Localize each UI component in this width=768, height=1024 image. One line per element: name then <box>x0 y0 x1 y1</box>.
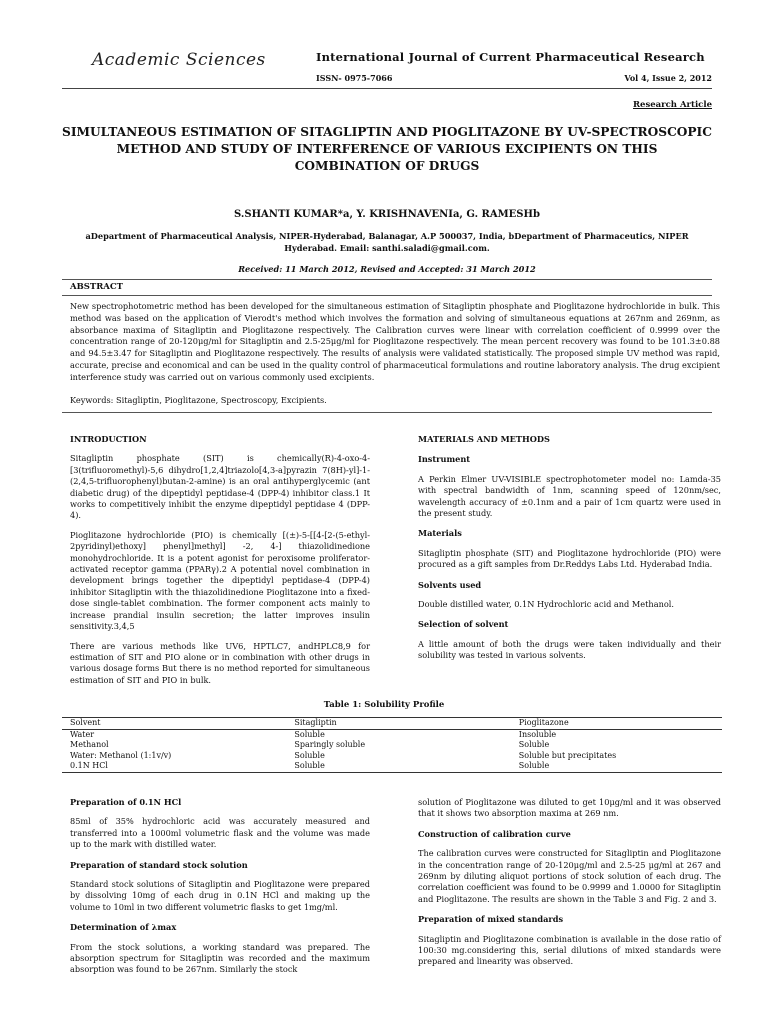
materials-methods-heading: MATERIALS AND METHODS <box>418 434 550 444</box>
solvents-text: Double distilled water, 0.1N Hydrochloric acid and Methanol. <box>418 599 675 610</box>
table-cell: Soluble <box>294 750 325 760</box>
table-cell: 0.1N HCl <box>62 761 286 772</box>
solvents-heading: Solvents used <box>418 579 482 590</box>
instrument-text: A Perkin Elmer UV-VISIBLE spectrophotometer model no: Lamda-35 with spectral bandwidth of 1nm, scanning speed of 120nm/sec, wavelength accuracy of ±0.1nm and a pair of 1cm quartz were used in the present study. <box>418 473 721 519</box>
left-column-lower <box>70 797 370 976</box>
pioglitazone-continuation: solution of Pioglitazone was diluted to get 10μg/ml and it was observed that it shows two absorption maxima at 269 nm. <box>418 797 721 819</box>
solvent-selection-heading: Selection of solvent <box>418 619 509 630</box>
stock-solution-heading: Preparation of standard stock solution <box>70 859 248 870</box>
table-cell: Soluble <box>518 740 550 749</box>
table-cell: Soluble <box>294 729 325 739</box>
prep-hcl-text: 85ml of 35% hydrochloric acid was accurately measured and transferred into a 1000ml volumetric flask and the volume was made up to the mark with distilled water. <box>70 816 370 850</box>
table-cell: Water: Methanol (1:1v/v) <box>70 750 172 760</box>
materials-text: Sitagliptin phosphate (SIT) and Pioglitazone hydrochloride (PIO) were procured as a gift samples from Dr.Reddys Labs Ltd. Hyderabad India. <box>418 547 721 570</box>
abstract-text: New spectrophotometric method has been developed for the simultaneous estimation of Sitagliptin phosphate and Pioglitazone hydrochloride in bulk. This method was based on the application of Vierodt's method which involves the formation and solving of simultaneous equations at 267nm and 269nm, as absorbance maxima of Sitagliptin and Pioglitazone respectively. The Calibration curves were linear with correlation coefficient of 0.9999 over the concentration range of 20-120μg/ml for Sitagliptin and 2.5-25μg/ml for Pioglitazone respectively. The mean percent recovery was found to be 101.3±0.88 and 94.5±3.47 for Sitagliptin and Pioglitazone respectively. The results of analysis were validated statistically. The proposed simple UV method was rapid, accurate, precise and economical and can be used in the quality control of pharmaceutical formulations and routine laboratory analysis. The drug excipient interference study was carried out on various commonly used excipients. <box>70 301 720 382</box>
received-dates: Received: 11 March 2012, Revised and Accepted: 31 March 2012 <box>238 264 536 274</box>
stock-solution-text: Standard stock solutions of Sitagliptin and Pioglitazone were prepared by dissolving 10mg of each drug in 0.1N HCl and making up the volume to 10ml in two different volumetric flasks to get 1mg/ml. <box>70 879 370 912</box>
paper-title: SIMULTANEOUS ESTIMATION OF SITAGLIPTIN AND PIOGLITAZONE BY UV-SPECTROSCOPIC METHOD AND STUDY OF INTERFERENCE OF VARIOUS EXCIPIENTS ON THIS COMBINATION OF DRUGS <box>62 125 712 173</box>
calibration-heading: Construction of calibration curve <box>418 828 571 839</box>
intro-paragraph-3: There are various methods like UV6, HPTLC7, andHPLC8,9 for estimation of SIT and PIO alone or in combination with other drugs in various dosage forms But there is no method reported for simultaneous estimation of SIT and PIO in bulk. <box>70 640 370 685</box>
table-header-row <box>62 718 722 730</box>
right-column-lower <box>418 797 721 968</box>
table-row <box>62 729 722 740</box>
table-cell: Insoluble <box>518 729 557 739</box>
intro-paragraph-1: Sitagliptin phosphate (SIT) is chemically(R)-4-oxo-4-[3(trifluoromethyl)-5,6 dihydro[1,2,4]triazolo[4,3-a]pyrazin 7(8H)-yl]-1-(2,4,5-trifluorophenyl)butan-2-amine) is an oral antihyperglycemic (ant diabetic drug) of the dipeptidyl peptidase-4 (DPP-4) inhibitor class.1 It works to competitively inhibit the enzyme dipeptidyl peptidase 4 (DPP-4). <box>70 453 370 521</box>
table-header-cell: Pioglitazone <box>511 718 722 730</box>
solubility-table <box>62 717 722 773</box>
table-header-cell: Sitagliptin <box>286 718 510 730</box>
mixed-standards-heading: Preparation of mixed standards <box>418 914 564 925</box>
table-header-cell: Solvent <box>62 718 286 730</box>
authors: S.SHANTI KUMAR*a, Y. KRISHNAVENIa, G. RAMESHb <box>234 209 540 220</box>
table-cell: Sparingly soluble <box>294 740 366 749</box>
table-cell: Water <box>70 729 95 739</box>
table-cell: Soluble but precipitates <box>518 750 617 760</box>
left-column-upper <box>70 434 370 686</box>
affiliation: aDepartment of Pharmaceutical Analysis, NIPER-Hyderabad, Balanagar, A.P 500037, India, bDepartment of Pharmaceutics, NIPER Hyderabad. Email: santhi.saladi@gmail.com. <box>85 231 689 253</box>
abstract-heading-rule <box>62 295 712 296</box>
introduction-heading: INTRODUCTION <box>70 434 147 444</box>
volume-issue: Vol 4, Issue 2, 2012 <box>624 73 712 83</box>
keywords: Keywords: Sitagliptin, Pioglitazone, Spectroscopy, Excipients. <box>70 395 327 405</box>
table-row <box>62 761 722 772</box>
journal-name: International Journal of Current Pharmaceutical Research <box>316 50 705 64</box>
lambda-max-text: From the stock solutions, a working standard was prepared. The absorption spectrum for Sitagliptin was recorded and the maximum absorption was found to be 267nm. Similarly the stock <box>70 941 370 975</box>
table-cell: Methanol <box>70 740 109 749</box>
table-caption: Table 1: Solubility Profile <box>323 700 445 710</box>
intro-paragraph-2: Pioglitazone hydrochloride (PIO) is chemically [(±)-5-[[4-[2-(5-ethyl-2pyridinyl)ethoxy] phenyl]methyl] -2, 4-] thiazolidinedione monohydrochloride. It is a potent agonist for peroxisome proliferator-activated receptor gamma (PPARγ).2 A potential novel combination in development brings together the dipeptidyl peptidase-4 (DPP-4) inhibitor Sitagliptin with the thiazolidinedione Pioglitazone into a fixed-dose single-tablet combination. The former component acts mainly to increase prandial insulin secretion; the latter improves insulin sensitivity.3,4,5 <box>70 529 370 632</box>
issn: ISSN- 0975-7066 <box>316 73 393 83</box>
article-type: Research Article <box>632 100 712 110</box>
calibration-text: The calibration curves were constructed for Sitagliptin and Pioglitazone in the concentration range of 20-120μg/ml and 2.5-25 μg/ml at 267 and 269nm by diluting aliquot portions of stock solution of each drug. The correlation coefficient was found to be 0.9999 and 1.0000 for Sitagliptin and Pioglitazone. The results are shown in the Table 3 and Fig. 2 and 3. <box>418 848 721 904</box>
journal-logo: Academic Sciences <box>92 50 266 70</box>
abstract-heading: ABSTRACT <box>70 282 123 292</box>
right-column-upper <box>418 434 721 662</box>
table-row <box>62 740 722 751</box>
header-divider <box>62 88 712 89</box>
abstract-top-rule <box>62 279 712 280</box>
materials-heading: Materials <box>418 528 462 539</box>
abstract-bottom-rule <box>62 412 712 413</box>
prep-hcl-heading: Preparation of 0.1N HCl <box>70 797 182 807</box>
lambda-max-heading: Determination of λmax <box>70 922 177 933</box>
solvent-selection-text: A little amount of both the drugs were taken individually and their solubility was tested in various solvents. <box>418 638 721 661</box>
table-cell: Soluble <box>511 761 722 772</box>
table-cell: Soluble <box>286 761 510 772</box>
mixed-standards-text: Sitagliptin and Pioglitazone combination is available in the dose ratio of 100:30 mg.considering this, serial dilutions of mixed standards were prepared and linearity was observed. <box>418 933 721 967</box>
table-row <box>62 751 722 762</box>
instrument-heading: Instrument <box>418 454 471 465</box>
